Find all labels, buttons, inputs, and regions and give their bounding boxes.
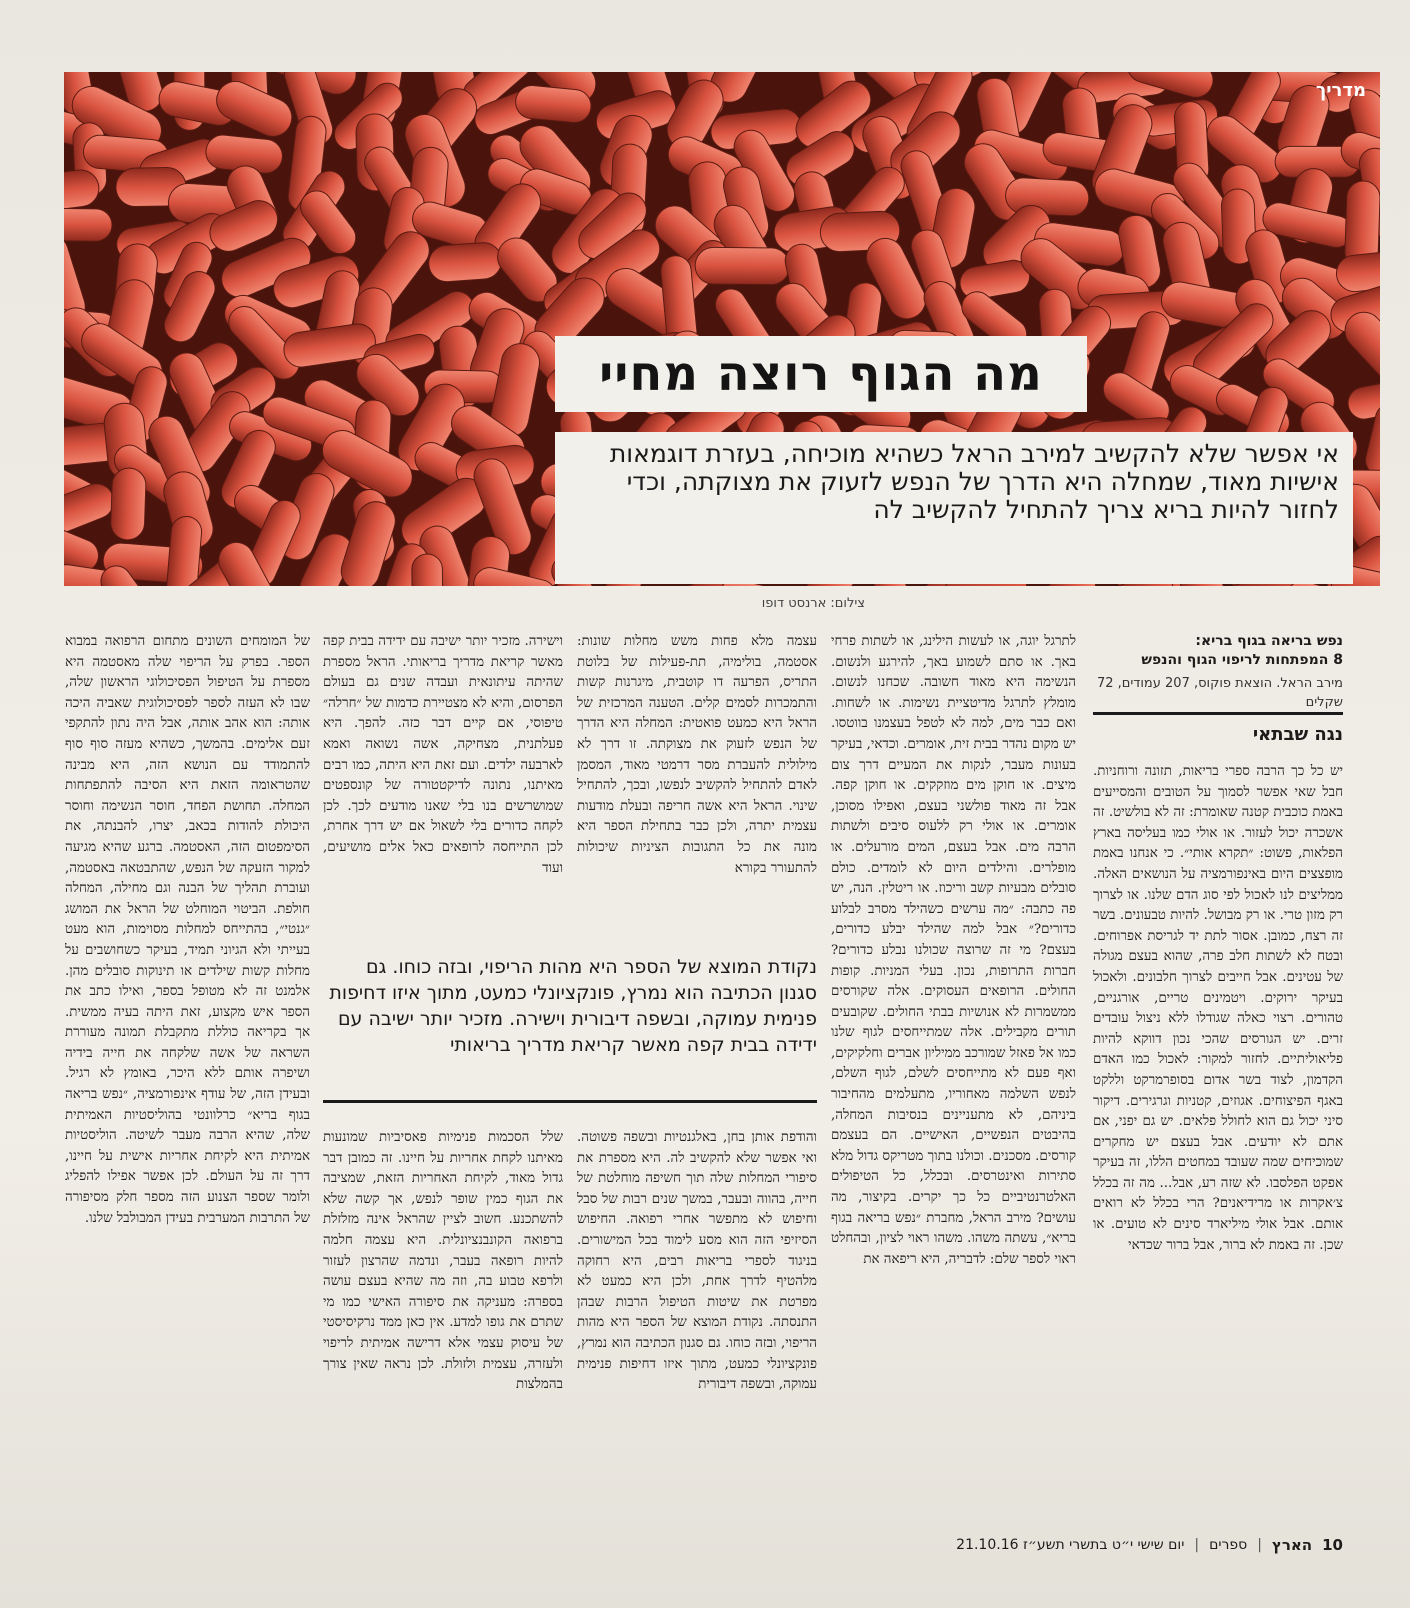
lede-box xyxy=(555,432,1353,584)
page-number: 10 xyxy=(1322,1536,1343,1554)
headline: מה הגוף רוצה מחיי xyxy=(599,346,1043,402)
column-3-text: עצמה מלא פחות משש מחלות שונות: אסטמה, בולימיה, תת-פעילות של בלוטת התריס, הפרעה דו קוטבית, מיגרנות קשות והתמכרות לסמים קלים. הטענה המרכזית של הראל היא כמעט פואטית: המחלה היא הדרך של הנפש לזעוק את מצוקתה. זו דרך לא מילולית להעברת מסר דרמטי מאוד, המסמן לאדם להתחיל להקשיב לנפשו, ובכך, להתחיל שינוי. הראל היא אשה חריפה ובעלת מודעות עצמית יתרה, ולכן כבר בתחילת הספר היא מונה את כל התגובות הציניות שיכולות להתעורר בקורא xyxy=(577,634,817,876)
book-subtitle: 8 המפתחות לריפוי הגוף והנפש xyxy=(1141,652,1343,668)
section-label: מדריך xyxy=(1315,80,1366,101)
pill-shape xyxy=(428,241,503,283)
pill-shape xyxy=(695,247,790,285)
column-4-text: וישירה. מזכיר יותר ישיבה עם ידידה בבית קפה מאשר קריאת מדריך בריאותי. הראל מספרת שהיתה עיתונאית ועבדה שנים גם בעולם הפרסום, והיא לא מצטיירת כדמות של ״חרלה״ טיפוסי, אם קיים דבר כזה. להפך. היא פעלתנית, מצחיקה, אשה נשואה ואמא לארבעה ילדים. ועם זאת היא היתה, כמו רבים מאיתנו, נתונה לדיקטטורה של קונספטים שמושרשים בנו בלי שאנו מודעים לכך. לכן לקחה כדורים בלי לשאול אם יש דרך אחרת, לכן התייחסה לרופאים כאל אלים מושיעים, ועוד xyxy=(323,634,563,876)
lede: אי אפשר שלא להקשיב למירב הראל כשהיא מוכיחה, בעזרת דוגמאות אישיות מאוד, שמחלה היא הדרך של הנפש לזעוק את מצוקתה, וכדי לחזור להיות בריא צריך להתחיל להקשיב לה xyxy=(609,439,1339,524)
book-meta: מירב הראל. הוצאת פוקוס, 207 עמודים, 72 שקלים xyxy=(1096,676,1343,710)
pill-shape xyxy=(412,554,443,586)
book-title: נפש בריאה בגוף בריא: xyxy=(1195,633,1343,649)
headline-box xyxy=(555,336,1087,412)
column-2-text: לתרגל יוגה, או לעשות הילינג, או לשתות פרחי באך. או סתם לשמוע באך, להירגע ולנשום. הנשימה היא מאוד חשובה. שכחנו לנשום. מומלץ לתרגל מדיטציית נשימות. או לשחות. ואם כבר מים, למה לא לטפל בעצמנו בווטסו. יש מקום נהדר בבית זית, אומרים. וכדאי, בעיקר בעונות מעבר, לנקות את המעיים דרך צום מיצים. או חוקן מים מוזקקים. או חוקן קפה. אבל זה מאוד פולשני בעצם, ואפילו מסוכן, אומרים. או אולי רק ללעוס סיבים ולשתות הרבה מים. אבל בעצם, המים מורעלים. או מופלרים. והילדים היום לא לומדים. כולם סובלים מבעיות קשב וריכוז. או ריטלין. הנה, יש פה כתבה: ״מה ערשים כשהילד מסרב לבלוע כדורים?״ אבל למה שהילד יבלע כדורים, בעצם? מי זה שרוצה שכולנו נבלע כדורים? חברות התרופות, נכון. בעלי המניות. קופות החולים. הרופאים העסוקים. אלה שקורסים ממשמרות לא אנושיות בבתי החולים. שקובעים תורים מקבילים. אלה שמתייחסים לגוף שלנו כמו אל פאזל שמורכב ממיליון אברים וחלקיקים, ואף פעם לא מתייחסים לשלם, לגוף השלם, לנפש השלמה מאחוריו, מתעלמים מהחיבור ביניהם, לא מתעניינים בנסיבות המחלה, בהיבטים הנפשיים, האישיים. הם בעצמם קורסים. מסכנים. וכולנו בתוך מטריקס גדול מלא סתירות ואינטרסים. ובכלל, כל הטיפולים האלטרנטיביים כל כך יקרים. בקיצור, מה עושים? מירב הראל, מחברת ״נפש בריאה בגוף בריא״, עשתה משהו. משהו ראוי לציון, ובהחלט ראוי לספר שלם: לדבריה, היא ריפאה את xyxy=(831,634,1076,1267)
book-info xyxy=(1093,632,1343,712)
article-column-4-lower xyxy=(323,1128,563,1512)
pull-quote-rule xyxy=(323,1100,817,1103)
divider xyxy=(1093,712,1343,715)
page-footer xyxy=(65,1530,1343,1560)
newspaper-name: הארץ xyxy=(1271,1536,1313,1554)
article-column-1 xyxy=(1093,762,1343,1512)
author-byline: נגה שבתאי xyxy=(1252,724,1343,745)
separator: | xyxy=(1194,1537,1200,1553)
footer-section: ספרים xyxy=(1209,1537,1248,1553)
pill-shape xyxy=(64,208,112,241)
article-column-5 xyxy=(65,632,310,1512)
article-column-2 xyxy=(831,632,1076,1512)
column-4-lower-text: שלל הסכמות פנימיות פאסיביות שמונעות מאיתנו לקחת אחריות על חיינו. זה כמובן דבר גדול מאוד, לקיחת האחריות הזאת, שמציבה את הגוף כמין שופר לנפש, אך קשה שלא להשתכנע. חשוב לציין שהראל אינה מזלזלת ברפואה הקונבנציונלית. היא עצמה חלמה להיות רופאה בעבר, ונדמה שהרצון לעזור ולרפא טבוע בה, וזה מה שהיא בעצם עושה בספרה: מעניקה את סיפורה האישי כמו מי שתרם את גופו למדע. אין כאן ממד נרקיסיסטי של עיסוק עצמי אלא דרישה אמיתית לריפוי ולעזרה, עצמית ולזולת. לכן נראה שאין צורך בהמלצות xyxy=(323,1130,563,1393)
footer-date: יום שישי י״ט בתשרי תשע״ז 21.10.16 xyxy=(956,1537,1185,1553)
column-1-text: יש כל כך הרבה ספרי בריאות, תזונה ורוחניות. חבל שאי אפשר לסמוך על הטובים והמסייעים באמת כוכבית קטנה שאומרת: זה לא בולשיט. זה אשכרה יכול לעזור. או אולי כמו בעליסה בארץ הפלאות, פשוט: ״תקרא אותי״. כי אנחנו באמת מופצצים היום באינפורמציה על הנושאים האלה. ממליצים לנו לאכול לפי סוג הדם שלנו. או לצרוך רק מזון טרי. או רק מבושל. להיות טבעונים. בשר זה רצח, כמובן. אסור לתת יד לגריסת אפרוחים. ובטח לא לשתות חלב פרה, שהוא בעצם מגולה של עטינים. אבל חייבים לצרוך חלבונים. ולאכול בעיקר ירוקים. ויטמינים טריים, אורגניים, טהורים. רצוי כאלה שגודלו ללא ניצול עובדים זרים. יש הגורסים שהכי נכון דווקא להיות פליאוליתיים. לחזור למקור: לאכול כמו האדם הקדמון, לצוד בשר אדום בסופרמרקט וללקט באגף הפיצוחים. אגוזים, קטניות וגרגירים. דיקור סיני יכול גם הוא לחולל פלאים. יש גם יפני, אם אתם לא יודעים. אבל בעצם יש מחקרים שמוכיחים שמה שעובד במחטים הללו, זה בעיקר אפקט הפלסבו. לא שזה רע, אבל... מה זה בכלל צ׳אקרות או מרידיאנים? הרי בכלל לא רואים אותם. אבל אולי מיליארד סינים לא טועים. או שכן. זה באמת לא ברור, אבל ברור שכדאי xyxy=(1093,764,1343,1253)
photo-credit: צילום: ארנסט דופו xyxy=(761,596,865,611)
pull-quote: נקודת המוצא של הספר היא מהות הריפוי, ובזה כוחו. גם סגנון הכתיבה הוא נמרץ, פונקציונלי כמעט, מתוך איזו דחיפות פנימית עמוקה, ובשפה דיבורית וישירה. מזכיר יותר ישיבה עם ידידה בבית קפה מאשר קריאת מדריך בריאותי xyxy=(329,956,817,1056)
separator: | xyxy=(1257,1537,1262,1553)
pill-shape xyxy=(110,468,146,541)
article-column-3-lower xyxy=(577,1128,817,1512)
column-3-lower-text: והודפת אותן בחן, באלגנטיות ובשפה פשוטה. ואי אפשר שלא להקשיב לה. היא מספרת את סיפורי המחלות שלה תוך חשיפה מוחלטת של חייה, בהווה ובעבר, במשך שנים רבות של סבל וחיפוש לא מתפשר אחרי רפואה. החיפוש הסיזיפי הזה הוא מסע לימוד בכל המישורים. בניגוד לספרי בריאות רבים, היא רחוקה מלהטיף לדרך אחת, ולכן היא כמעט לא מפרטת את שיטות הטיפול הרבות שבהן התנסתה. נקודת המוצא של הספר היא מהות הריפוי, ובזה כוחו. גם סגנון הכתיבה הוא נמרץ, פונקציונלי כמעט, מתוך איזו דחיפות פנימית עמוקה, ובשפה דיבורית xyxy=(577,1130,817,1393)
column-5-text: של המומחים השונים מתחום הרפואה במבוא הספר. בפרק על הריפוי שלה מאסטמה היא מספרת על הטיפול הפסיכולוגי הראשון שלה, שבו לא העזה לספר לפסיכולוגית שאביה היכה אותה: הוא אהב אותה, אבל היה נתון להתקפי זעם אלימים. בהמשך, כשהיא מעזה סוף סוף להתמודד עם הנושא הזה, היא מבינה שהטראומה הזאת היא הסיבה להתפתחות המחלה. תחושת הפחד, חוסר הנשימה וחוסר היכולת להודות בכאב, יצרו, להבנתה, את הסימפטום הזה, האסטמה. ברגע שהיא מגיעה למקור הזעקה של הנפש, שהתבטאה באסטמה, ועוברת תהליך של הבנה וגם מחילה, המחלה חולפת. הביטוי המוחלט של הראל את המושג ״גנטי״, בהתייחס למחלות מסוימות, הוא מעט בעייתי ולא הגיוני תמיד, בעיקר כשחושבים על מחלות קשות שילדים או תינוקות סובלים מהן. אלמנט זה לא מטופל בספר, ואילו כתב את הספר איש מקצוע, זאת היתה בעיה ממשית. אך בקריאה כוללת מתקבלת תמונה מעוררת השראה של אשה שלקחה את חייה בידיה ושיפרה אותם ללא היכר, באומץ לא רגיל. ובעידן הזה, של עודף אינפורמציה, ״נפש בריאה בגוף בריא״ כרלוונטי בהוליסטיות האמיתית שלה, שהיא הרבה מעבר לשיטה. הוליסטיות אמיתית היא לקיחת אחריות אישית על חיינו, דרך זה על העולם. לכן אפשר אפילו להפליג ולומר שספר הצנוע הזה מספר חלק מסיפורה של התרבות המערבית בעידן המבולבל שלנו. xyxy=(65,634,310,1226)
